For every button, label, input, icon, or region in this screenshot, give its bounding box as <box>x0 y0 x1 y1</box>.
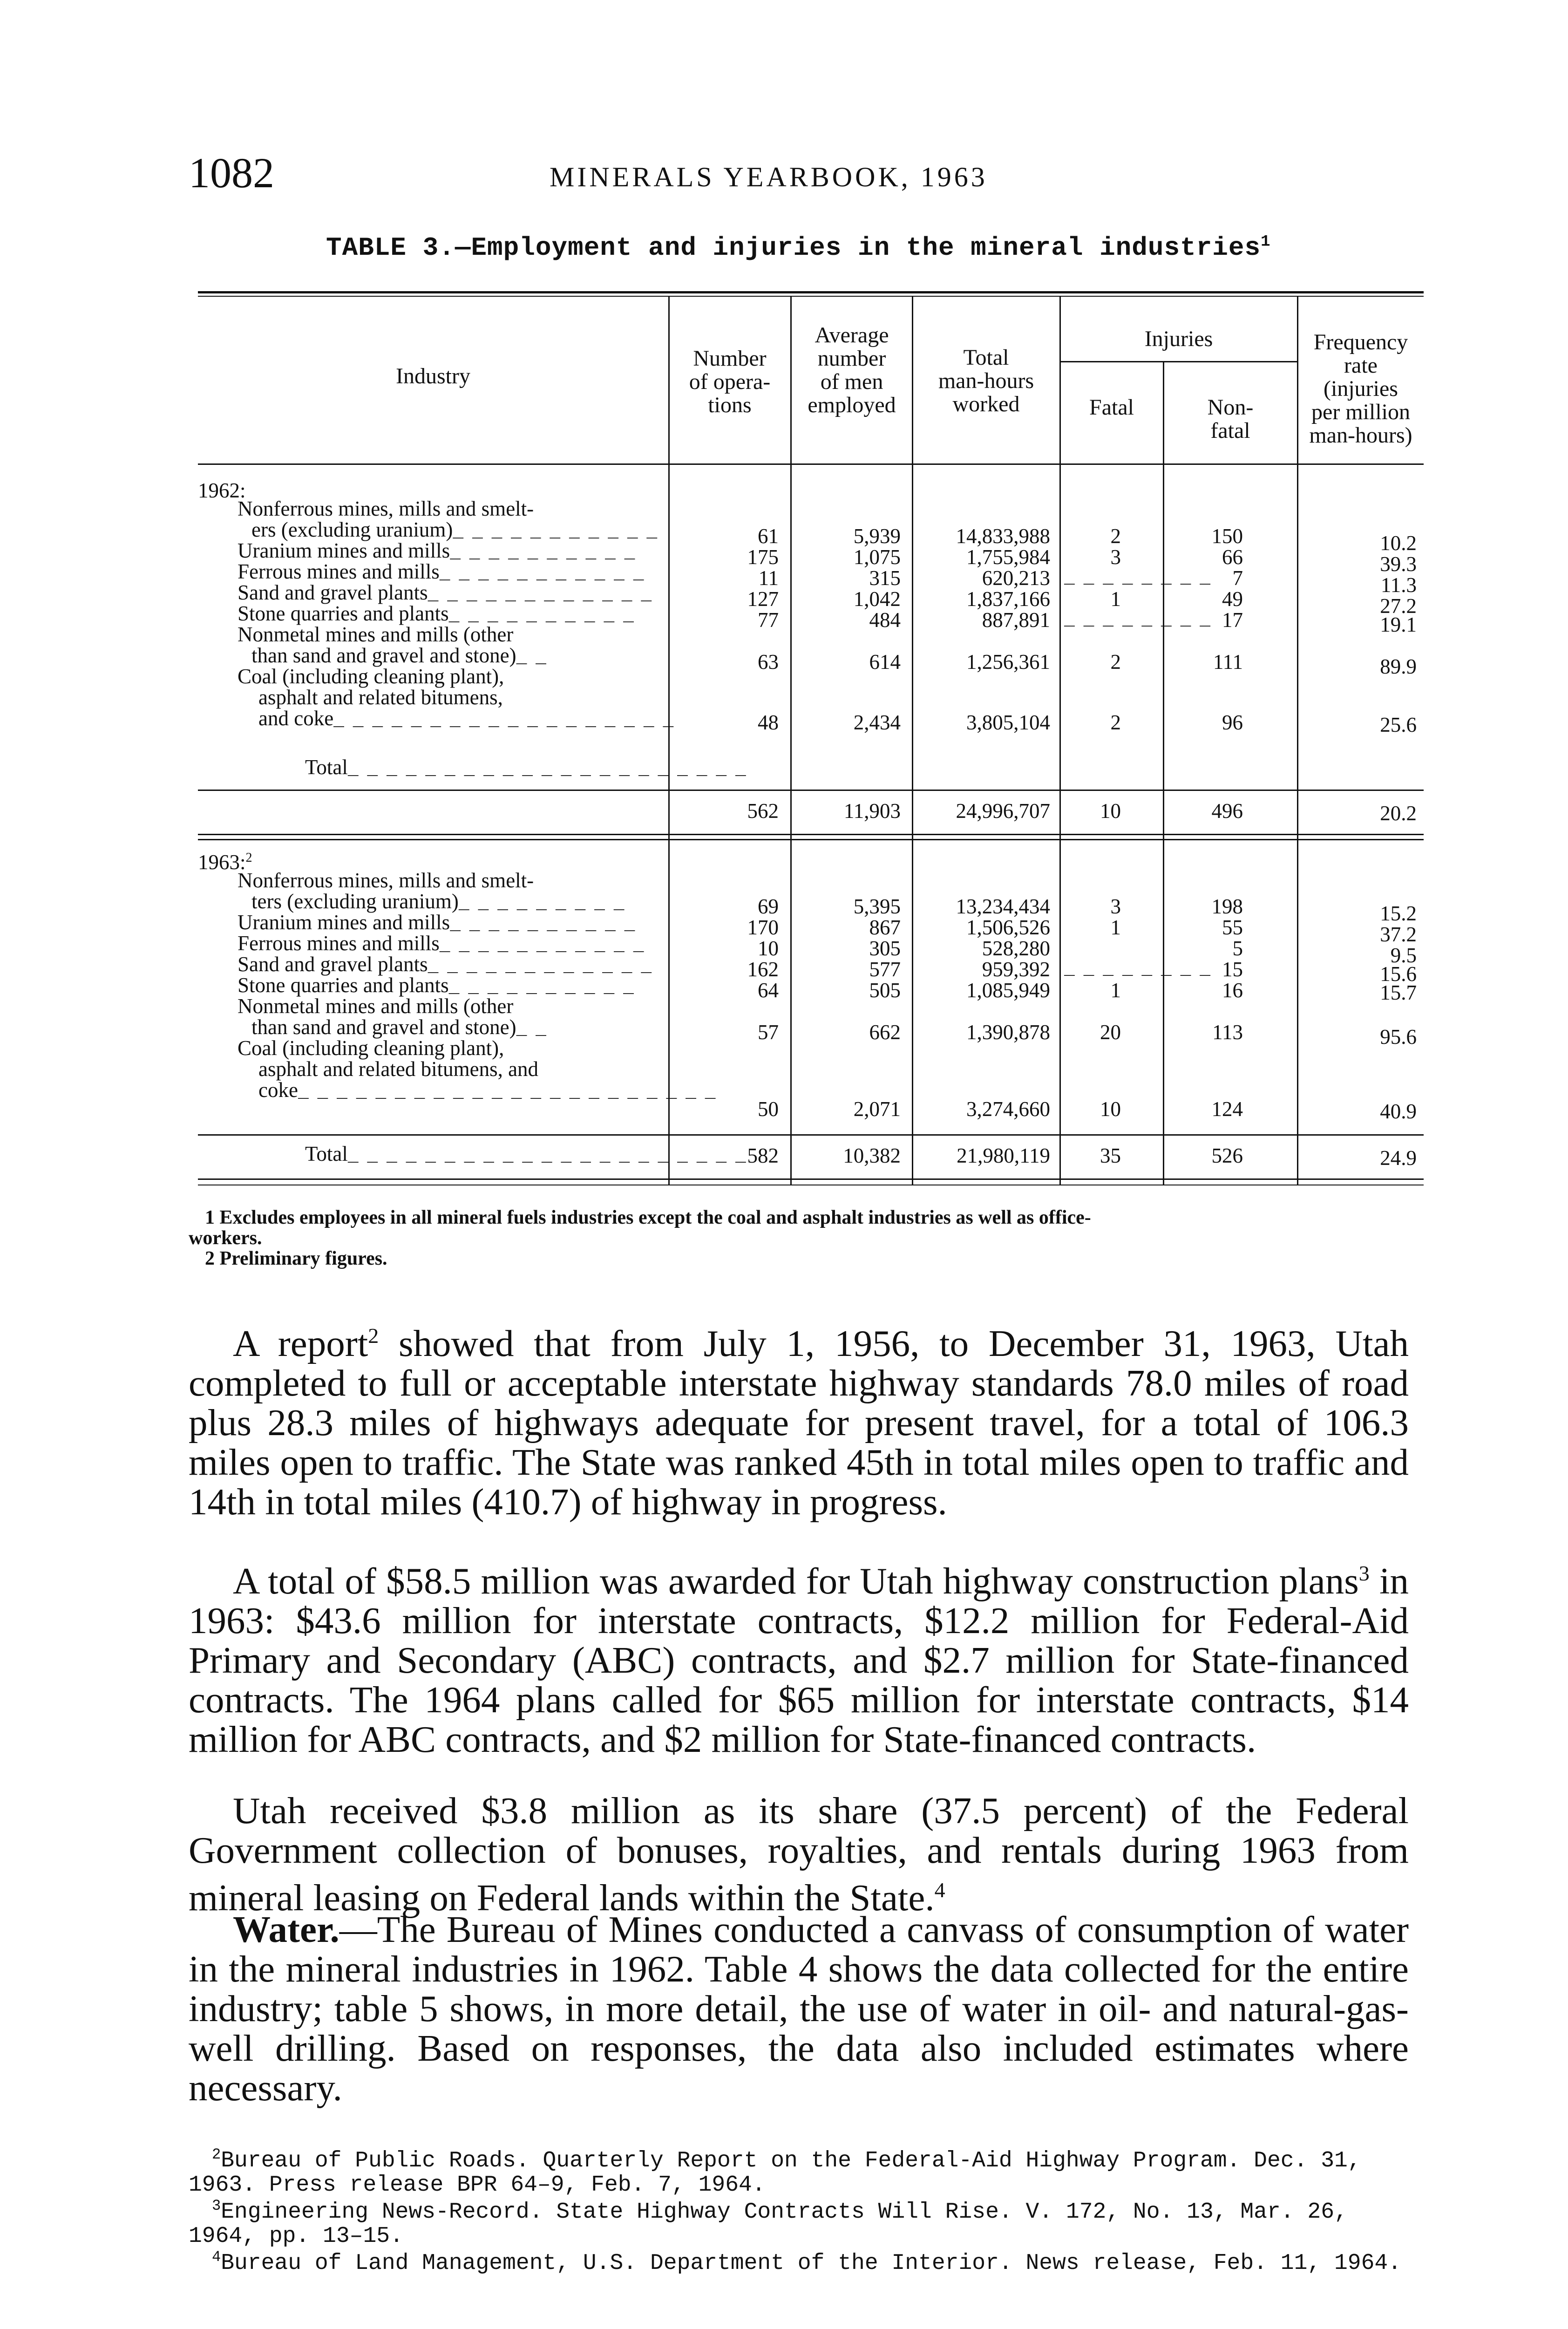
header-line: of men <box>820 369 883 394</box>
hours-value: 13,234,434 <box>956 895 1050 918</box>
paragraph-text: in 1963: $43.6 million for interstate contracts, $12.2 million for Federal-Aid Primary and Secondary (ABC) contracts, and $2.7 million for State-financed contracts. The 1964 plans called for $65 million for interstate contracts, $14 million for ABC contracts, and $2 million for State-financed contracts. <box>189 1560 1409 1760</box>
men-value: 1,075 <box>853 545 901 569</box>
total-1962-bottom-rule-2 <box>198 839 1424 840</box>
header-line: Number <box>693 346 767 371</box>
table-top-rule-thin <box>198 296 1424 297</box>
table-footnote: 1 Excludes employees in all mineral fuels industries except the coal and asphalt industries as well as office- <box>205 1207 1091 1228</box>
men-value: 305 <box>869 937 901 960</box>
footnote-number: 2 <box>212 2146 221 2163</box>
header-line: Average <box>815 323 889 347</box>
nonfatal-value: 49 <box>1222 587 1243 611</box>
industry-line: Sand and gravel plants <box>238 953 428 976</box>
nonfatal-value: 15 <box>1222 958 1243 981</box>
fatal-value: 2 <box>1110 650 1121 674</box>
paragraph-water <box>189 1910 1409 2108</box>
running-title: MINERALS YEARBOOK, 1963 <box>550 162 988 192</box>
col-divider <box>912 297 913 1185</box>
industry-line: Ferrous mines and mills <box>238 560 440 583</box>
col-divider <box>1059 297 1061 1185</box>
industry-label <box>258 687 503 708</box>
header-fatal: Fatal <box>1089 395 1134 420</box>
operations-value: 61 <box>758 524 779 548</box>
operations-value: 48 <box>758 711 779 734</box>
nonfatal-value: 198 <box>1211 895 1243 918</box>
fatal-value: 1 <box>1110 916 1121 939</box>
total-nonfatal: 496 <box>1211 799 1243 823</box>
total-operations: 582 <box>747 1144 779 1167</box>
industry-label <box>238 666 504 687</box>
injuries-subheader-rule <box>1059 361 1297 362</box>
leader-dots: _ _ _ _ _ _ _ _ <box>1064 610 1210 630</box>
paragraph-text: A report <box>233 1322 368 1364</box>
leader-dots: _ _ _ _ _ _ _ _ _ _ _ _ <box>428 585 651 605</box>
leader-dots: _ _ _ _ _ _ _ _ _ _ _ <box>439 564 643 584</box>
frequency-value: 10.2 <box>1380 531 1417 555</box>
total-men: 11,903 <box>843 799 901 823</box>
leader-dots: _ _ _ _ _ _ _ _ <box>1064 568 1210 588</box>
industry-line: asphalt and related bitumens, <box>258 686 503 709</box>
frequency-value: 9.5 <box>1390 944 1417 967</box>
total-fatal: 10 <box>1100 799 1121 823</box>
operations-value: 69 <box>758 895 779 918</box>
total-1963-top-rule <box>198 1134 1424 1136</box>
frequency-value: 19.1 <box>1380 613 1417 636</box>
operations-value: 64 <box>758 979 779 1002</box>
fatal-value: 2 <box>1110 711 1121 734</box>
frequency-value: 15.7 <box>1380 981 1417 1004</box>
footnote-text: Bureau of Public Roads. Quarterly Report on the Federal-Aid Highway Program. Dec. 31, 1963. Press release BPR 64–9, Feb. 7, 1964. <box>189 2148 1361 2198</box>
hours-value: 620,213 <box>982 566 1050 590</box>
men-value: 5,939 <box>853 524 901 548</box>
page-footnote <box>189 2194 1409 2248</box>
men-value: 2,071 <box>853 1097 901 1121</box>
total-text: Total <box>305 756 348 779</box>
nonfatal-value: 113 <box>1212 1021 1243 1044</box>
leader-dots: _ _ _ _ _ _ _ _ _ _ _ _ _ _ _ _ _ _ _ _ _ <box>347 760 745 780</box>
frequency-value: 37.2 <box>1380 923 1417 946</box>
hours-value: 1,085,949 <box>966 979 1050 1002</box>
total-hours: 24,996,707 <box>956 799 1050 823</box>
men-value: 2,434 <box>853 711 901 734</box>
industry-label <box>238 1038 504 1058</box>
nonfatal-value: 5 <box>1232 937 1243 960</box>
industry-label <box>258 708 672 731</box>
leader-dots: _ _ _ _ _ _ _ _ _ _ _ <box>439 936 643 956</box>
leader-dots: _ _ _ _ _ _ _ _ _ _ _ _ _ _ _ _ _ _ _ _ _ <box>347 1146 745 1166</box>
industry-line: than sand and gravel and stone) <box>251 644 516 667</box>
industry-line: Stone quarries and plants <box>238 602 449 625</box>
header-line: (injuries <box>1324 376 1398 401</box>
header-bottom-rule <box>198 463 1424 465</box>
header-line: tions <box>708 393 752 417</box>
nonfatal-value: 7 <box>1232 566 1243 590</box>
nonfatal-value: 111 <box>1213 650 1243 674</box>
footnote-ref: 2 <box>368 1324 379 1348</box>
header-line: rate <box>1344 353 1378 378</box>
table-caption-note: 1 <box>1261 233 1271 251</box>
page-footnote <box>189 2245 1409 2275</box>
table-footnote: workers. <box>189 1227 262 1249</box>
hours-value: 1,837,166 <box>966 587 1050 611</box>
frequency-value: 11.3 <box>1380 573 1417 597</box>
page-footnote <box>189 2143 1409 2197</box>
industry-line: ers (excluding uranium) <box>251 518 453 541</box>
total-frequency: 20.2 <box>1380 802 1417 825</box>
industry-line: Uranium mines and mills <box>238 911 450 934</box>
run-in-heading: Water. <box>233 1908 339 1950</box>
leader-dots: _ _ _ _ _ _ _ _ _ _ _ _ <box>428 957 651 977</box>
fatal-value: 3 <box>1110 895 1121 918</box>
industry-label <box>238 996 513 1016</box>
total-1962-top-rule <box>198 790 1424 791</box>
table-caption <box>326 233 1271 263</box>
header-line: of opera- <box>689 369 771 394</box>
col-divider <box>668 297 670 1185</box>
total-text: Total <box>305 1142 348 1165</box>
leader-dots: _ _ _ _ _ _ _ _ _ _ _ _ _ _ _ _ _ _ _ _ _ _ <box>298 1083 715 1103</box>
table-footnote: 2 Preliminary figures. <box>205 1248 387 1269</box>
hours-value: 887,891 <box>982 608 1050 632</box>
hours-value: 1,755,984 <box>966 545 1050 569</box>
men-value: 577 <box>869 958 901 981</box>
leader-dots: _ _ _ _ _ _ _ _ _ _ <box>448 606 633 626</box>
paragraph-federal-share <box>189 1791 1409 1918</box>
industry-line: and coke <box>258 707 334 730</box>
header-hours <box>913 346 1059 416</box>
header-line: fatal <box>1210 418 1250 443</box>
men-value: 1,042 <box>853 587 901 611</box>
leader-dots: _ _ _ _ _ _ _ _ _ <box>458 894 624 914</box>
frequency-value: 89.9 <box>1380 655 1417 678</box>
col-divider <box>1163 361 1164 1185</box>
paragraph-text: A total of $58.5 million was awarded for Utah highway construction plans <box>233 1560 1359 1602</box>
header-line: Frequency <box>1313 330 1408 354</box>
year-label: 1963: <box>198 851 246 874</box>
industry-line: Nonferrous mines, mills and smelt- <box>238 497 534 520</box>
industry-line: Stone quarries and plants <box>238 974 449 997</box>
header-operations <box>669 347 790 417</box>
paragraph-text: showed that from July 1, 1956, to December 31, 1963, Utah completed to full or acceptable interstate highway standards 78.0 miles of road plus 28.3 miles of highways adequate for present travel, for a total of 106.3 miles open to traffic. The State was ranked 45th in total miles open to traffic and 14th in total miles (410.7) of highway in progress. <box>189 1322 1409 1523</box>
industry-label <box>238 870 534 891</box>
industry-line: ters (excluding uranium) <box>251 890 459 913</box>
leader-dots: _ _ <box>516 648 545 668</box>
industry-line: Nonferrous mines, mills and smelt- <box>238 869 534 892</box>
header-nonfatal <box>1164 396 1297 443</box>
frequency-value: 40.9 <box>1380 1100 1417 1123</box>
industry-label <box>258 1080 715 1103</box>
fatal-value: 1 <box>1110 979 1121 1002</box>
industry-line: asphalt and related bitumens, and <box>258 1057 539 1081</box>
nonfatal-value: 96 <box>1222 711 1243 734</box>
industry-line: coke <box>258 1078 298 1102</box>
nonfatal-value: 16 <box>1222 979 1243 1002</box>
page-number: 1082 <box>189 149 274 197</box>
men-value: 484 <box>869 608 901 632</box>
industry-line: Coal (including cleaning plant), <box>238 665 504 688</box>
men-value: 614 <box>869 650 901 674</box>
frequency-value: 15.6 <box>1380 962 1417 986</box>
nonfatal-value: 66 <box>1222 545 1243 569</box>
frequency-value: 39.3 <box>1380 552 1417 576</box>
hours-value: 3,805,104 <box>966 711 1050 734</box>
header-line: man-hours) <box>1309 423 1412 448</box>
leader-dots: _ _ _ _ _ _ _ _ _ _ <box>450 915 634 935</box>
footnote-number: 3 <box>212 2197 221 2214</box>
industry-line: Uranium mines and mills <box>238 539 450 562</box>
hours-value: 959,392 <box>982 958 1050 981</box>
frequency-value: 25.6 <box>1380 713 1417 736</box>
total-label <box>305 757 745 780</box>
nonfatal-value: 17 <box>1222 608 1243 632</box>
frequency-value: 27.2 <box>1380 594 1417 618</box>
fatal-value: 20 <box>1100 1021 1121 1044</box>
header-line: number <box>817 346 886 371</box>
leader-dots: _ _ _ _ _ _ _ _ <box>1064 960 1210 980</box>
total-frequency: 24.9 <box>1380 1146 1417 1170</box>
paragraph-text: Utah received $3.8 million as its share (37.5 percent) of the Federal Government collection of bonuses, royalties, and rentals during 1963 from mineral leasing on Federal lands within the State. <box>189 1790 1409 1919</box>
header-injuries: Injuries <box>1144 327 1213 351</box>
fatal-value: 10 <box>1100 1097 1121 1121</box>
industry-line: than sand and gravel and stone) <box>251 1015 516 1039</box>
nonfatal-value: 124 <box>1211 1097 1243 1121</box>
frequency-value: 95.6 <box>1380 1025 1417 1049</box>
hours-value: 3,274,660 <box>966 1097 1050 1121</box>
nonfatal-value: 55 <box>1222 916 1243 939</box>
paragraph-highway-awards <box>189 1553 1409 1759</box>
industry-label <box>238 624 513 645</box>
hours-value: 1,390,878 <box>966 1021 1050 1044</box>
header-men <box>791 324 912 417</box>
industry-line: Coal (including cleaning plant), <box>238 1036 504 1060</box>
total-1963-bottom-rule <box>198 1178 1424 1180</box>
col-divider <box>790 297 792 1185</box>
footnote-text: Engineering News-Record. State Highway Contracts Will Rise. V. 172, No. 13, Mar. 26, 1964, pp. 13–15. <box>189 2200 1348 2249</box>
operations-value: 170 <box>747 916 779 939</box>
men-value: 867 <box>869 916 901 939</box>
hours-value: 1,506,526 <box>966 916 1050 939</box>
industry-label <box>258 1059 538 1079</box>
footnote-ref: 3 <box>1358 1561 1370 1585</box>
year-label: 1962: <box>198 479 246 502</box>
header-line: man-hours <box>938 368 1034 393</box>
header-line: Non- <box>1207 395 1254 420</box>
operations-value: 162 <box>747 958 779 981</box>
leader-dots: _ _ <box>516 1020 545 1040</box>
table-caption-text: TABLE 3.—Employment and injuries in the mineral industries <box>326 233 1261 263</box>
leader-dots: _ _ _ _ _ _ _ _ _ _ <box>448 978 633 998</box>
header-frequency <box>1298 331 1424 447</box>
fatal-value: 3 <box>1110 545 1121 569</box>
footnote-ref: 4 <box>934 1878 945 1902</box>
total-operations: 562 <box>747 799 779 823</box>
header-line: worked <box>952 392 1020 416</box>
footnote-number: 4 <box>212 2248 221 2266</box>
header-line: Total <box>963 345 1009 370</box>
industry-label <box>238 498 534 519</box>
total-nonfatal: 526 <box>1211 1144 1243 1167</box>
men-value: 505 <box>869 979 901 1002</box>
industry-line: Nonmetal mines and mills (other <box>238 623 514 646</box>
men-value: 315 <box>869 566 901 590</box>
operations-value: 175 <box>747 545 779 569</box>
industry-line: Nonmetal mines and mills (other <box>238 994 514 1018</box>
operations-value: 63 <box>758 650 779 674</box>
nonfatal-value: 150 <box>1211 524 1243 548</box>
men-value: 5,395 <box>853 895 901 918</box>
leader-dots: _ _ _ _ _ _ _ _ _ _ <box>450 543 634 563</box>
leader-dots: _ _ _ _ _ _ _ _ _ _ _ _ _ _ _ _ _ _ <box>333 711 673 731</box>
total-1962-bottom-rule <box>198 834 1424 835</box>
industry-line: Ferrous mines and mills <box>238 932 440 955</box>
operations-value: 10 <box>758 937 779 960</box>
men-value: 662 <box>869 1021 901 1044</box>
operations-value: 127 <box>747 587 779 611</box>
header-industry: Industry <box>396 364 470 388</box>
operations-value: 50 <box>758 1097 779 1121</box>
leader-dots: _ _ _ _ _ _ _ _ _ _ _ <box>453 522 657 542</box>
total-fatal: 35 <box>1100 1144 1121 1167</box>
fatal-value: 2 <box>1110 524 1121 548</box>
year-note: 2 <box>245 851 252 865</box>
frequency-value: 15.2 <box>1380 902 1417 925</box>
hours-value: 14,833,988 <box>956 524 1050 548</box>
total-men: 10,382 <box>843 1144 901 1167</box>
industry-line: Sand and gravel plants <box>238 581 428 604</box>
header-line: per million <box>1311 400 1410 424</box>
paragraph-highway-report <box>189 1316 1409 1522</box>
header-line: employed <box>808 393 896 417</box>
fatal-value: 1 <box>1110 587 1121 611</box>
operations-value: 11 <box>758 566 779 590</box>
footnote-text: Bureau of Land Management, U.S. Department of the Interior. News release, Feb. 11, 1964. <box>221 2251 1402 2276</box>
operations-value: 57 <box>758 1021 779 1044</box>
hours-value: 528,280 <box>982 937 1050 960</box>
total-hours: 21,980,119 <box>957 1144 1050 1167</box>
table-top-rule <box>198 291 1424 293</box>
hours-value: 1,256,361 <box>966 650 1050 674</box>
paragraph-text: —The Bureau of Mines conducted a canvass of consumption of water in the mineral industries in 1962. Table 4 shows the data collected for the entire industry; table 5 shows, in more detail, the use of water in oil- and natural-gas-well drilling. Based on responses, the data also included estimates where necessary. <box>189 1908 1409 2109</box>
operations-value: 77 <box>758 608 779 632</box>
